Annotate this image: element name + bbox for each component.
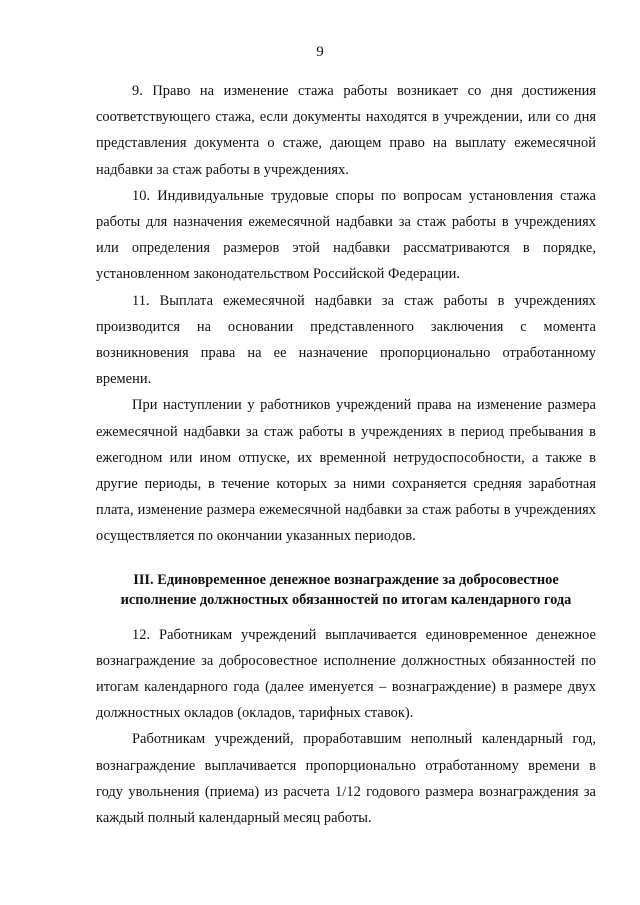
paragraph-12-continuation: Работникам учреждений, проработавшим неполный календарный год, вознаграждение выплачивается пропорционально отработанному времени в году увольнения (приема) из расчета 1/12 годового размера вознаграждения за каждый полный календарный месяц работы. — [96, 731, 596, 827]
document-body — [96, 78, 596, 831]
section-heading-iii — [96, 570, 596, 610]
paragraph-10: 10. Индивидуальные трудовые споры по вопросам установления стажа работы для назначения ежемесячной надбавки за стаж работы в учреждениях или определения размеров этой надбавки рассматриваются в порядке, установленном законодательством Российской Федерации. — [96, 187, 596, 283]
paragraph-11-continuation: При наступлении у работников учреждений права на изменение размера ежемесячной надбавки за стаж работы в учреждениях в период пребывания в ежегодном или ином отпуске, их временной нетрудоспособности, а также в другие периоды, в течение которых за ними сохраняется средняя заработная плата, изменение размера ежемесячной надбавки за стаж работы в учреждениях осуществляется по окончании указанных периодов. — [96, 397, 596, 545]
paragraph-11: 11. Выплата ежемесячной надбавки за стаж работы в учреждениях производится на основании представленного заключения с момента возникновения права на ее назначение пропорционально отработанному времени. — [96, 292, 596, 388]
section-heading-line-2: исполнение должностных обязанностей по итогам календарного года — [120, 591, 572, 608]
section-heading-line-1: III. Единовременное денежное вознаграждение за добросовестное — [133, 571, 559, 588]
paragraph-12: 12. Работникам учреждений выплачивается единовременное денежное вознаграждение за добросовестное исполнение должностных обязанностей по итогам календарного года (далее именуется – вознаграждение) в размере двух должностных окладов (окладов, тарифных ставок). — [96, 626, 596, 722]
page-number: 9 — [316, 44, 324, 60]
paragraph-9: 9. Право на изменение стажа работы возникает со дня достижения соответствующего стажа, если документы находятся в учреждении, или со дня представления документа о стаже, дающем право на выплату ежемесячной надбавки за стаж работы в учреждениях. — [96, 83, 596, 178]
